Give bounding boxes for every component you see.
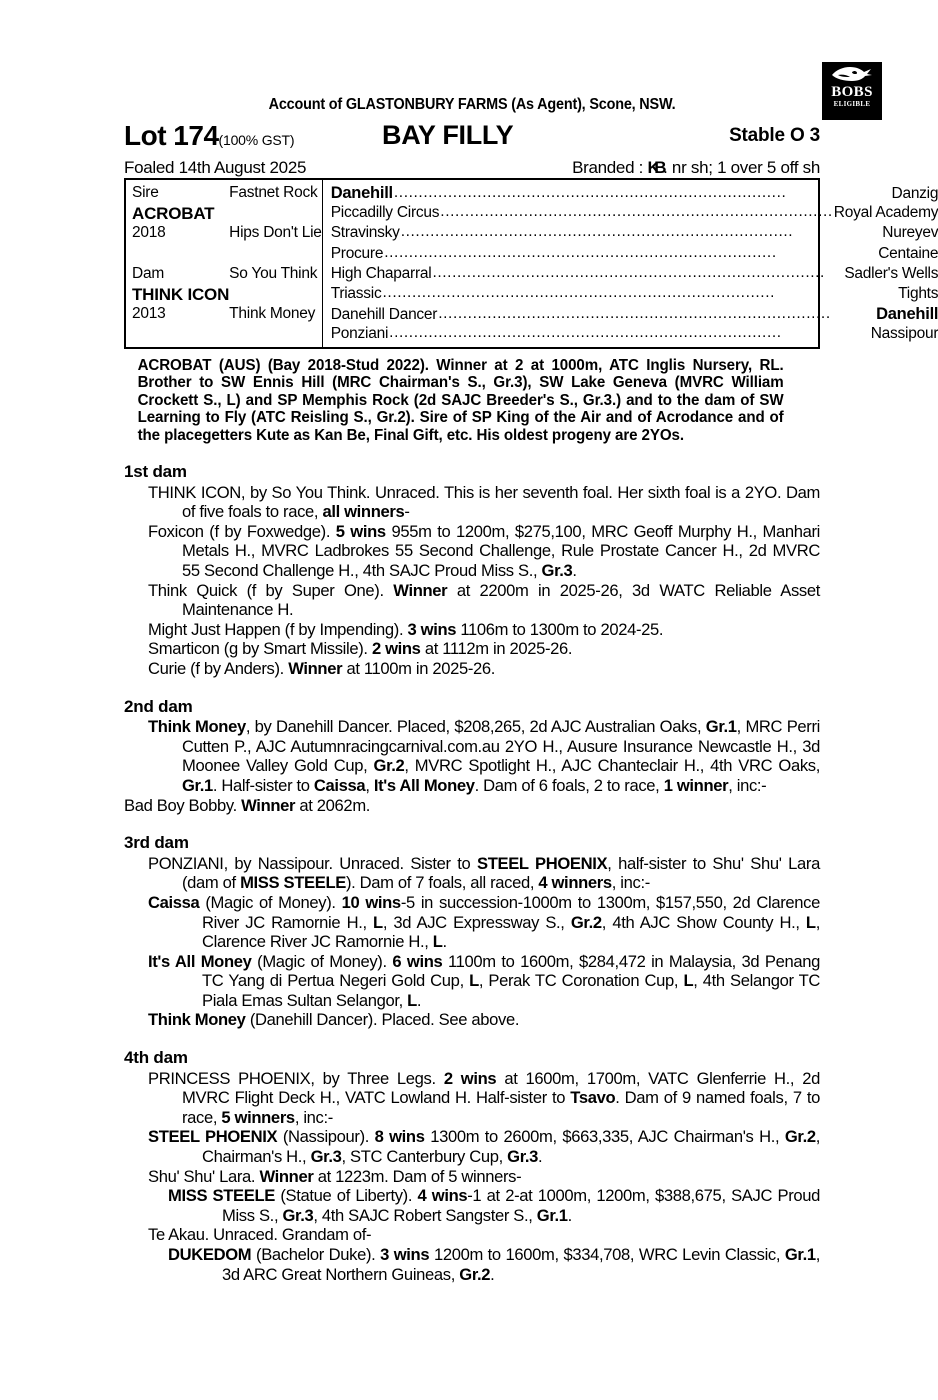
- body-text: , inc:-: [611, 873, 650, 893]
- body-text: , half-sister to Shu' Shu' Lara (dam of: [182, 853, 820, 893]
- body-text: Smarticon (g by Smart Missile).: [148, 639, 372, 659]
- body-text: Shu' Shu' Lara.: [148, 1166, 260, 1186]
- emphasis-text: Winner: [288, 658, 343, 678]
- emphasis-text: STEEL PHOENIX: [476, 853, 608, 873]
- pedigree-entry: [124, 620, 820, 640]
- body-text: , MRC Perri Cutten P., AJC Autumnracingcarnival.com.au 2YO H., Ausure Insurance Newcastle H., 3d Moonee Valley Gold Cup,: [182, 717, 820, 776]
- pedigree-entry: [124, 1167, 820, 1187]
- great-grandparent-row: [331, 224, 938, 244]
- body-text: at 1100m in 2025-26.: [342, 658, 496, 678]
- dam-name: THINK ICON: [132, 284, 230, 304]
- body-text: ). Dam of 7 foals, all raced,: [345, 873, 539, 893]
- dot-leader: ................................................................................: [393, 184, 787, 201]
- pedigree-entry: [124, 1245, 820, 1284]
- body-text: . Half-sister to: [212, 775, 314, 795]
- body-text: , 3d ARC Great Northern Guineas,: [222, 1245, 820, 1284]
- dam-generation-heading: 2nd dam: [124, 696, 193, 716]
- emphasis-text: It's All Money: [148, 951, 252, 971]
- sire-label: Sire: [132, 184, 159, 201]
- body-text: .: [416, 990, 422, 1010]
- body-text: , 4th SAJC Robert Sangster S.,: [313, 1205, 537, 1225]
- branded-label: Branded :: [572, 158, 648, 177]
- emphasis-text: 1 winner: [663, 775, 729, 795]
- dam-dam: Think Money: [229, 305, 316, 323]
- emphasis-text: Gr.1: [536, 1205, 568, 1225]
- emphasis-text: 4 wins: [417, 1186, 468, 1206]
- body-text: (Danehill Dancer). Placed. See above.: [245, 1010, 520, 1030]
- emphasis-text: Gr.2: [784, 1127, 816, 1147]
- great-grandparent-row: [331, 285, 938, 305]
- emphasis-text: Gr.1: [784, 1245, 816, 1264]
- dam-generation-heading: 1st dam: [124, 462, 187, 482]
- body-text: , inc:-: [294, 1107, 333, 1127]
- body-text: .: [490, 1264, 495, 1284]
- page-header: [124, 0, 873, 178]
- spacer-row: [229, 245, 322, 265]
- emphasis-text: Gr.3: [282, 1205, 314, 1225]
- emphasis-text: Winner: [241, 795, 296, 815]
- emphasis-text: Gr.1: [705, 717, 737, 737]
- emphasis-text: L: [373, 912, 383, 932]
- emphasis-text: Caissa: [313, 775, 366, 795]
- spacer-row: [229, 285, 322, 305]
- body-text: , 4th Selangor TC Piala Emas Sultan Selangor,: [202, 971, 821, 1010]
- pedigree-entry: [124, 1127, 820, 1166]
- great-granddam-name: Royal Academy: [833, 204, 938, 222]
- brand-glyph: KB: [647, 158, 662, 177]
- body-text: Bad Boy Bobby.: [124, 795, 242, 815]
- dam-description: [124, 483, 820, 522]
- emphasis-text: all winners: [322, 502, 405, 522]
- emphasis-text: Gr.2: [570, 912, 602, 932]
- spacer-row: [132, 245, 229, 265]
- dot-leader: ................................................................................: [384, 244, 777, 261]
- emphasis-text: Gr.3: [507, 1147, 539, 1167]
- emphasis-text: 2 wins: [443, 1068, 497, 1088]
- body-text: -1 at 2-at 1000m, 1200m, $388,675, SAJC Proud Miss S.,: [222, 1186, 821, 1225]
- emphasis-text: Gr.1: [182, 775, 213, 795]
- great-grandparent-row: [331, 204, 938, 224]
- sire-year: 2018: [132, 224, 166, 242]
- body-text: Think Quick (f by Super One).: [148, 580, 394, 600]
- sire-sire: Fastnet Rock: [229, 184, 318, 201]
- emphasis-text: L: [469, 971, 479, 991]
- pedigree-entry: [124, 1069, 820, 1128]
- pedigree-column-great-grandparents: [322, 180, 938, 347]
- dot-leader: ................................................................................: [438, 305, 831, 323]
- great-grandsire-name: Piccadilly Circus: [330, 204, 440, 222]
- great-granddam-name: Nureyev: [882, 224, 938, 242]
- body-text: . Dam of 6 foals, 2 to race,: [474, 775, 664, 795]
- body-text: Curie (f by Anders).: [148, 658, 289, 678]
- emphasis-text: MISS STEELE: [240, 873, 346, 893]
- emphasis-text: It's All Money: [373, 775, 475, 795]
- pedigree-entry: [124, 639, 820, 659]
- branded-details: [572, 158, 820, 178]
- body-text: , inc:-: [728, 775, 767, 795]
- body-text: PONZIANI, by Nassipour. Unraced. Sister to: [148, 853, 477, 873]
- account-line: Account of GLASTONBURY FARMS (As Agent), Scone, NSW.: [268, 96, 676, 113]
- emphasis-text: Winner: [393, 580, 448, 600]
- body-text: , Clarence River JC Ramornie H.,: [202, 912, 820, 952]
- body-text: THINK ICON, by So You Think. Unraced. This is her seventh foal. Her sixth foal is a 2YO. Dam of five foals to race,: [148, 482, 820, 522]
- emphasis-text: DUKEDOM: [168, 1245, 252, 1264]
- body-text: at 1600m, 1700m, VATC Glenferrie H., 2d MVRC Flight Deck H., VATC Lowland H. Half-sister to: [182, 1068, 821, 1108]
- great-granddam-name: Sadler's Wells: [844, 264, 938, 282]
- body-text: (Statue of Liberty).: [275, 1186, 418, 1206]
- dot-leader: ................................................................................: [400, 224, 794, 241]
- emphasis-text: Caissa: [148, 892, 200, 912]
- great-grandsire-name: Ponziani: [330, 325, 389, 343]
- body-text: -5 in succession-1000m to 1300m, $157,550, 2d Clarence River JC Ramornie H.,: [202, 892, 820, 932]
- dot-leader: ................................................................................: [432, 264, 825, 281]
- great-grandparent-row: [331, 245, 938, 265]
- body-text: at 2200m in 2025-26, 3d WATC Reliable Asset Maintenance H.: [182, 580, 820, 620]
- emphasis-text: STEEL PHOENIX: [148, 1127, 278, 1147]
- pedigree-entry: [124, 854, 820, 893]
- body-text: .: [572, 561, 577, 580]
- body-text: , 4th AJC Show County H.,: [601, 912, 806, 932]
- spacer-row: [229, 204, 322, 224]
- body-text: (Bachelor Duke).: [251, 1245, 381, 1264]
- body-text: at 1223m. Dam of 5 winners-: [313, 1166, 522, 1186]
- emphasis-text: 10 wins: [341, 892, 401, 912]
- body-text: Might Just Happen (f by Impending).: [148, 619, 408, 639]
- horse-head-icon: [830, 64, 874, 84]
- body-text: at 2062m.: [295, 795, 371, 815]
- dot-leader: ................................................................................: [382, 284, 776, 301]
- body-text: .: [538, 1147, 543, 1167]
- catalogue-page: [124, 0, 938, 1400]
- dam-sire: So You Think: [229, 264, 318, 282]
- pedigree-entry: [124, 581, 820, 620]
- emphasis-text: L: [683, 971, 694, 991]
- great-grandparent-row: [331, 265, 938, 285]
- emphasis-text: 4 winners: [538, 873, 612, 893]
- body-text: , by Danehill Dancer. Placed, $208,265, 2d AJC Australian Oaks,: [245, 717, 706, 737]
- body-text: at 1112m in 2025-26.: [420, 639, 573, 659]
- body-text: PRINCESS PHOENIX, by Three Legs.: [148, 1068, 444, 1088]
- body-text: , Chairman's H.,: [202, 1127, 820, 1167]
- great-granddam-name: Tights: [898, 284, 938, 302]
- branded-detail: . nr sh; 1 over 5 off sh: [663, 158, 820, 177]
- gst-note: (100% GST): [218, 132, 295, 148]
- body-text: -: [404, 502, 410, 522]
- great-grandparent-row: [331, 325, 938, 345]
- emphasis-text: 8 wins: [374, 1127, 425, 1147]
- emphasis-text: 3 wins: [407, 619, 457, 639]
- great-granddam-name: Centaine: [878, 244, 938, 262]
- great-grandsire-name: Danehill: [330, 184, 393, 202]
- body-text: Te Akau. Unraced. Grandam of-: [148, 1225, 372, 1245]
- great-grandsire-name: Danehill Dancer: [330, 306, 438, 324]
- emphasis-text: Gr.3: [541, 561, 573, 580]
- emphasis-text: Gr.3: [310, 1147, 342, 1167]
- lot-block: [124, 120, 294, 152]
- great-grandsire-name: Stravinsky: [330, 224, 400, 242]
- body-text: 1200m to 1600m, $334,708, WRC Levin Classic,: [429, 1245, 785, 1264]
- emphasis-text: Tsavo: [570, 1088, 616, 1108]
- emphasis-text: 2 wins: [371, 639, 421, 659]
- emphasis-text: L: [432, 932, 443, 952]
- pedigree-entry: [124, 1010, 820, 1030]
- pedigree-entry: [124, 796, 820, 816]
- pedigree-entry: [124, 659, 820, 679]
- pedigree-table: [124, 178, 938, 349]
- emphasis-text: 3 wins: [380, 1245, 430, 1264]
- pedigree-entry: [124, 522, 820, 581]
- body-text: (Magic of Money).: [251, 951, 393, 971]
- emphasis-text: Gr.2: [459, 1264, 491, 1284]
- dot-leader: ................................................................................: [389, 325, 782, 342]
- emphasis-text: L: [407, 990, 417, 1010]
- body-text: .: [442, 932, 447, 952]
- bobs-logo-sub: ELIGIBLE: [833, 100, 871, 108]
- emphasis-text: 5 wins: [335, 521, 386, 541]
- body-text: 1100m to 1600m, $284,472 in Malaysia, 3d Penang TC Yang di Pertua Negeri Gold Cup,: [202, 951, 820, 991]
- emphasis-text: L: [805, 912, 816, 932]
- great-grandparent-row: [331, 305, 938, 325]
- great-granddam-name: Danehill: [876, 305, 938, 324]
- pedigree-entry: [124, 1186, 820, 1225]
- great-grandsire-name: High Chaparral: [330, 264, 432, 282]
- bobs-eligible-logo: [822, 62, 882, 120]
- body-text: , MVRC Spotlight H., AJC Chanteclair H., 4th VRC Oaks,: [404, 756, 820, 776]
- emphasis-text: 5 winners: [221, 1107, 295, 1127]
- body-text: Foxicon (f by Foxwedge).: [148, 521, 336, 541]
- pedigree-narrative: [124, 462, 820, 1284]
- pedigree-entry: [124, 893, 820, 952]
- dam-label: Dam: [132, 264, 164, 282]
- pedigree-column-grandparents: [229, 180, 322, 347]
- dam-generation-heading: 4th dam: [124, 1048, 188, 1068]
- pedigree-column-parents: [126, 180, 229, 347]
- pedigree-entry: [124, 717, 820, 795]
- bobs-logo-name: BOBS: [831, 84, 873, 100]
- lot-number: Lot 174: [124, 120, 219, 151]
- sire-name: ACROBAT: [132, 204, 215, 224]
- dam-generation-heading: 3rd dam: [124, 833, 189, 853]
- great-grandsire-name: Procure: [330, 244, 384, 262]
- pedigree-entry: [124, 1225, 820, 1245]
- body-text: 1106m to 1300m to 2024-25.: [456, 619, 664, 639]
- great-granddam-name: Nassipour: [870, 325, 938, 343]
- emphasis-text: 6 wins: [392, 951, 443, 971]
- emphasis-text: Gr.2: [373, 756, 405, 776]
- body-text: 1300m to 2600m, $663,335, AJC Chairman's H.,: [424, 1127, 785, 1147]
- sire-summary-paragraph: ACROBAT (AUS) (Bay 2018-Stud 2022). Winner at 2 at 1000m, ATC Inglis Nursery, RL. Brother to SW Ennis Hill (MRC Chairman's S., Gr.3), SW Lake Geneva (MVRC William Crockett S., L) and SP Memphis Rock (2d SAJC Breeder's S., Gr.3.) and to the dam of SW Learning to Fly (ATC Reisling S., Gr.2). Sire of SP King of the Air and of Acrodance and of the placegetters Kute as Kan Be, Final Gift, etc. His oldest progeny are 2YOs.: [137, 357, 784, 444]
- body-text: , 3d AJC Expressway S.,: [382, 912, 571, 932]
- emphasis-text: MISS STEELE: [168, 1186, 275, 1206]
- great-grandparent-row: [331, 184, 938, 204]
- foaled-date: Foaled 14th August 2025: [124, 158, 307, 177]
- body-text: , Perak TC Coronation Cup,: [478, 971, 684, 991]
- body-text: (Nassipour).: [277, 1127, 375, 1147]
- body-text: (Magic of Money).: [199, 892, 342, 912]
- sex-and-colour: BAY FILLY: [382, 120, 514, 150]
- great-grandsire-name: Triassic: [330, 284, 382, 302]
- lot-title-row: [124, 120, 820, 156]
- sire-dam: Hips Don't Lie: [229, 224, 322, 242]
- emphasis-text: Think Money: [148, 717, 246, 737]
- body-text: 955m to 1200m, $275,100, MRC Geoff Murphy H., Manhari Metals H., MVRC Ladbrokes 55 Second Challenge, Rule Prostate Cancer H., 2d MVRC 55 Second Challenge H., 4th SAJC Proud Miss S.,: [182, 521, 821, 580]
- emphasis-text: Think Money: [148, 1010, 246, 1030]
- emphasis-text: Winner: [259, 1166, 314, 1186]
- great-granddam-name: Danzig: [891, 185, 938, 202]
- body-text: , STC Canterbury Cup,: [341, 1147, 508, 1167]
- body-text: .: [567, 1205, 572, 1225]
- pedigree-entry: [124, 952, 820, 1011]
- dam-year: 2013: [132, 305, 166, 323]
- dot-leader: ................................................................................: [440, 204, 833, 221]
- body-text: ,: [365, 775, 374, 795]
- stable-label: Stable O 3: [729, 125, 820, 146]
- body-text: . Dam of 9 named foals, 7 to race,: [182, 1088, 820, 1127]
